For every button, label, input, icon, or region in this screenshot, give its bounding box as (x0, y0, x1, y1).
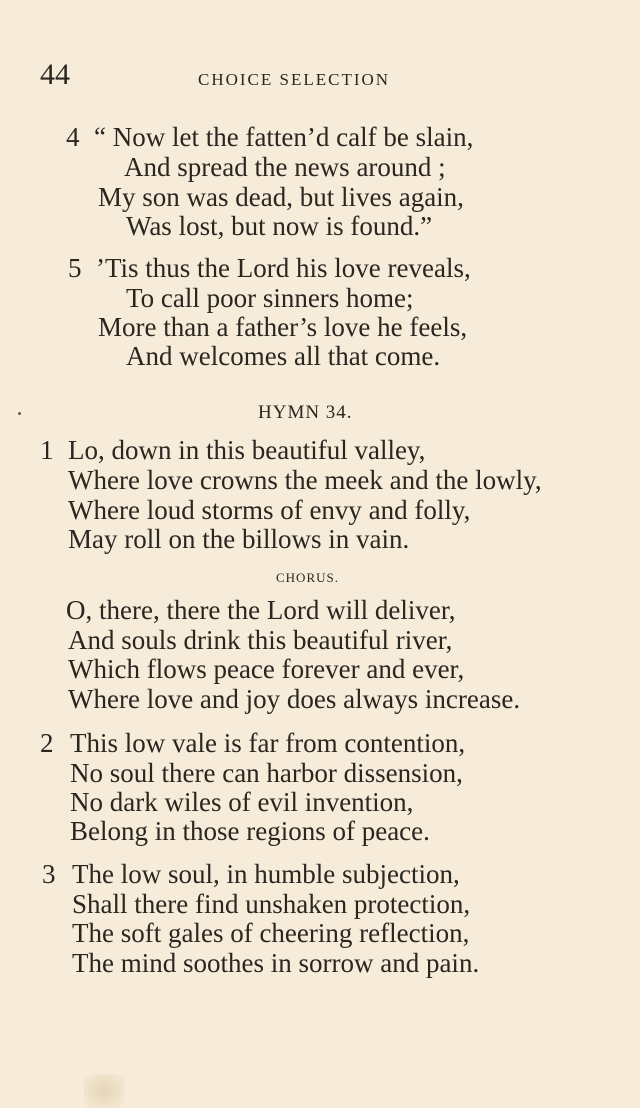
chorus-label: CHORUS. (276, 570, 339, 585)
verse-line: No soul there can harbor dissension, (70, 758, 463, 788)
verse-line: To call poor sinners home; (126, 283, 414, 313)
verse-line: This low vale is far from contention, (70, 728, 466, 758)
stanza-number: 4 (66, 122, 80, 152)
verse-line: Lo, down in this beautiful valley, (68, 435, 426, 465)
verse-line: ’Tis thus the Lord his love reveals, (96, 253, 471, 283)
verse-line: The low soul, in humble subjection, (72, 859, 460, 889)
verse-line: Where love crowns the meek and the lowly, (68, 465, 542, 495)
verse-line: And welcomes all that come. (126, 341, 441, 371)
verse-line: My son was dead, but lives again, (98, 182, 464, 212)
stanza-number: 5 (68, 253, 82, 283)
verse-line: Shall there find unshaken protection, (72, 889, 471, 919)
verse-number: 1 (40, 435, 54, 465)
verse-line: May roll on the billows in vain. (68, 524, 410, 554)
verse-line: And spread the news around ; (124, 152, 446, 182)
ink-speck (18, 412, 21, 415)
verse-line: No dark wiles of evil invention, (70, 787, 414, 817)
chorus-line: O, there, there the Lord will deliver, (66, 595, 456, 625)
chorus-line: Which flows peace forever and ever, (68, 654, 465, 684)
page-number: 44 (40, 58, 70, 91)
paper-stain (84, 1074, 124, 1108)
verse-line: The mind soothes in sorrow and pain. (72, 948, 480, 978)
verse-line: The soft gales of cheering reflection, (72, 918, 470, 948)
verse-line: Was lost, but now is found.” (126, 211, 433, 241)
verse-line: “ Now let the fatten’d calf be slain, (94, 122, 474, 152)
verse-line: More than a father’s love he feels, (98, 312, 468, 342)
verse-number: 3 (42, 859, 56, 889)
verse-number: 2 (40, 728, 54, 758)
chorus-line: And souls drink this beautiful river, (68, 625, 453, 655)
running-title: CHOICE SELECTION (198, 70, 391, 89)
chorus-line: Where love and joy does always increase. (68, 684, 521, 714)
verse-line: Where loud storms of envy and folly, (68, 495, 471, 525)
verse-line: Belong in those regions of peace. (70, 816, 430, 846)
hymn-title: HYMN 34. (258, 402, 353, 423)
